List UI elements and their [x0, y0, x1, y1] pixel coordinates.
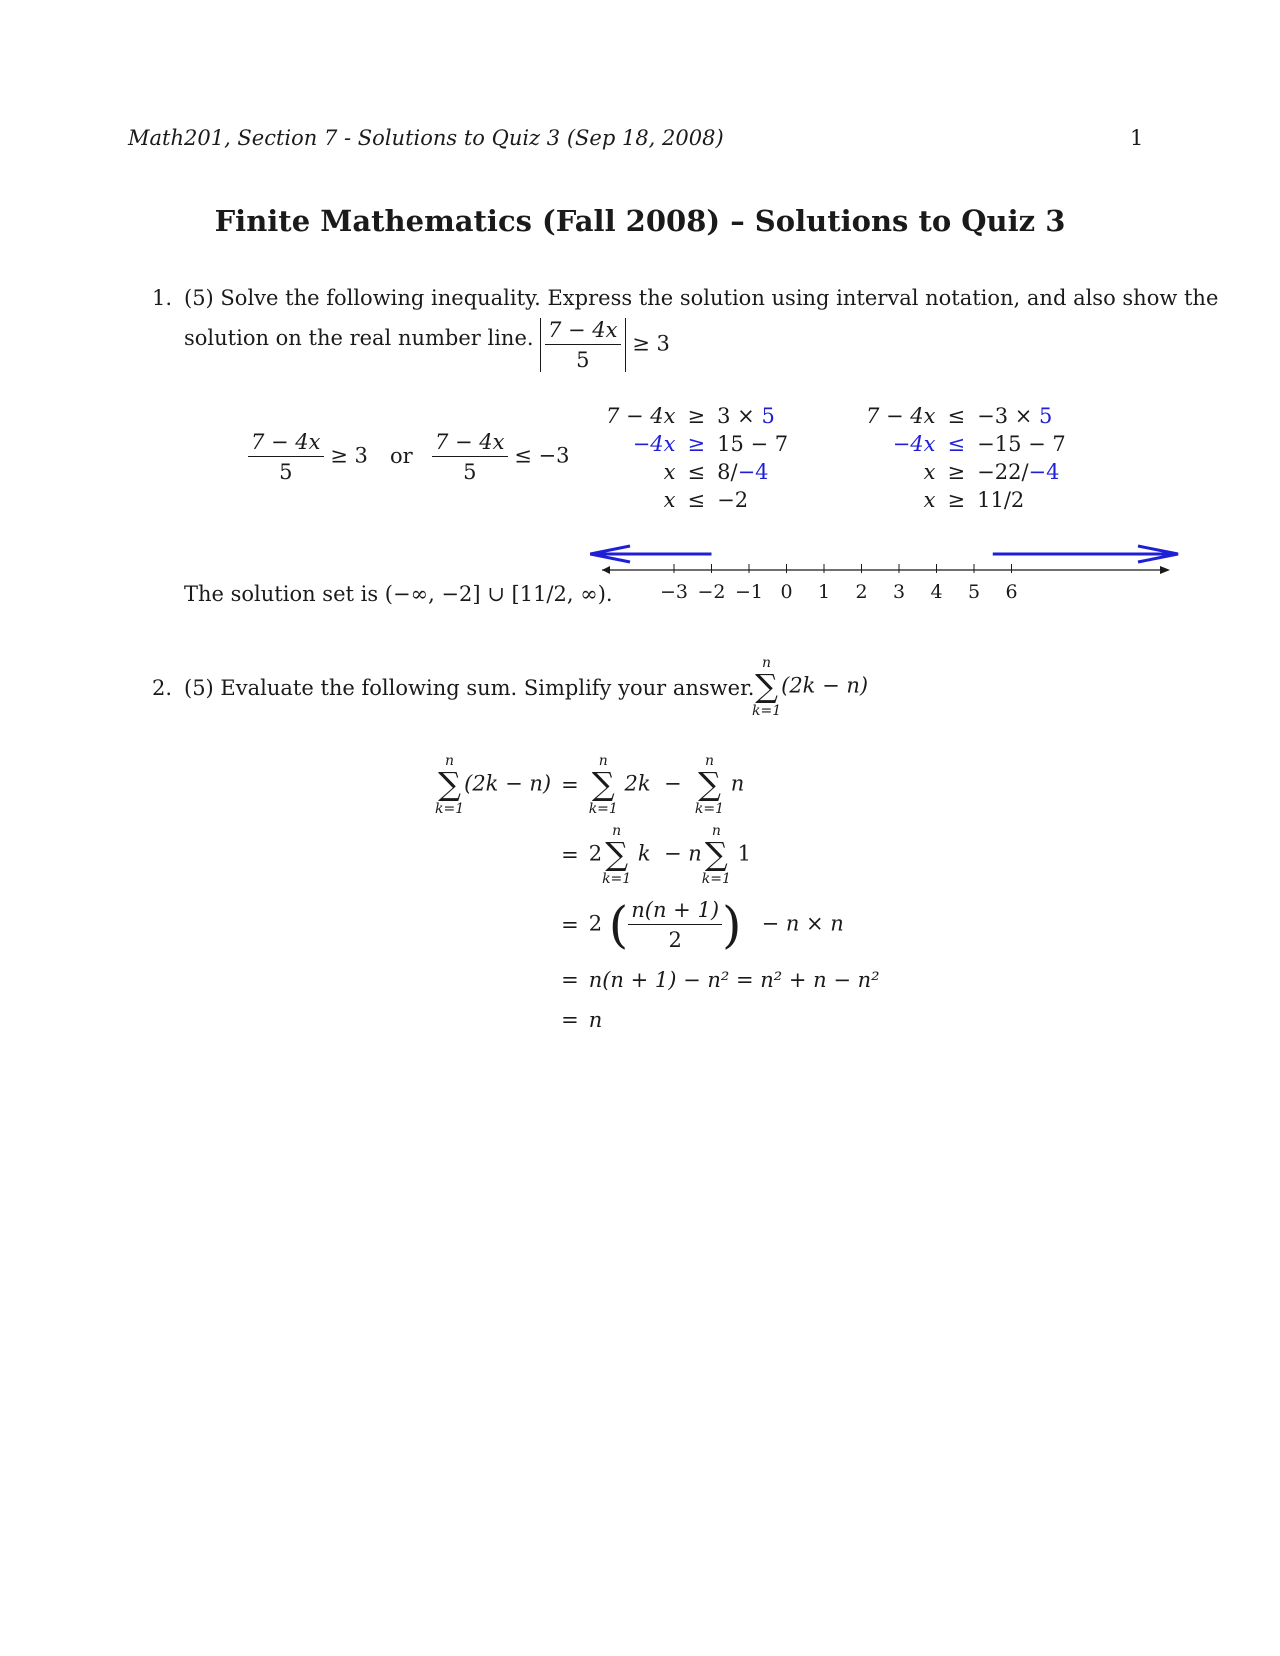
number-line-tick-label: 5: [967, 581, 981, 603]
abs-rhs: ≥ 3: [632, 331, 670, 356]
abs-denominator: 5: [576, 348, 590, 372]
solution-rays: [590, 546, 1178, 562]
case1-numerator: 7 − 4x: [248, 430, 324, 457]
or-word: or: [390, 444, 413, 468]
sum-body: (2k − n): [781, 673, 869, 698]
number-line-tick-label: 6: [1005, 581, 1018, 603]
q2-sum-expression: [752, 656, 868, 718]
number-line-tick-label: 1: [817, 581, 831, 603]
case2-denominator: 5: [463, 460, 477, 484]
deriv-row: = n: [561, 1008, 603, 1032]
number-line-tick-label: −3: [659, 581, 689, 603]
running-head: Math201, Section 7 - Solutions to Quiz 3 (Sep 18, 2008): [128, 126, 724, 150]
steps-left-row: −4x ≥ 15 − 7: [632, 432, 789, 456]
steps-right-row: x ≥ 11/2: [923, 488, 1025, 512]
deriv-row: n ∑ k=1 (2k − n) = n ∑ k=1 2k − n ∑ k=1 n: [435, 753, 745, 817]
q1-inequality: [540, 318, 670, 372]
case2-numerator: 7 − 4x: [432, 430, 508, 457]
case1-denominator: 5: [279, 460, 293, 484]
q2-derivation: [430, 750, 885, 1040]
q1-number: 1.: [152, 286, 173, 310]
number-line-tick-label: 3: [892, 581, 906, 603]
number-line-tick-label: 2: [855, 581, 868, 603]
number-line-tick-label: 0: [780, 581, 793, 603]
page-title: Finite Mathematics (Fall 2008) – Solutions to Quiz 3: [214, 204, 1066, 238]
case1-rhs: ≥ 3: [330, 443, 368, 468]
absolute-value-bars: [540, 318, 626, 372]
deriv-row: = n(n + 1) − n² = n² + n − n²: [561, 968, 880, 992]
steps-right-row: 7 − 4x ≤ −3 × 5: [866, 404, 1053, 428]
steps-right: [860, 402, 1072, 514]
steps-right-row: −4x ≤ −15 − 7: [892, 432, 1066, 456]
number-line-left-tip: [602, 566, 610, 574]
q1-prompt-line2: solution on the real number line.: [184, 326, 534, 350]
q2-number: 2.: [152, 676, 173, 700]
steps-right-row: x ≥ −22/−4: [923, 460, 1060, 484]
number-line-tick-label: −1: [734, 581, 764, 603]
q2-prompt: (5) Evaluate the following sum. Simplify your answer.: [184, 676, 755, 700]
case1: [248, 430, 368, 484]
steps-left-row: x ≤ −2: [663, 488, 749, 512]
q1-prompt-line1: (5) Solve the following inequality. Express the solution using interval notation, and also show the: [184, 286, 1219, 310]
deriv-row: = 2 n ∑ k=1 k − n n ∑ k=1 1: [561, 823, 751, 887]
solution-text: The solution set is (−∞, −2] ∪ [11/2, ∞).: [184, 582, 613, 606]
case2: [432, 430, 569, 484]
number-line-tick-label: −2: [697, 581, 726, 603]
sigma-symbol: n ∑ k=1: [752, 655, 782, 719]
number-line: [590, 530, 1180, 610]
steps-left: [600, 402, 794, 514]
steps-left-row: 7 − 4x ≥ 3 × 5: [606, 404, 775, 428]
number-line-tick-label: 4: [930, 581, 943, 603]
abs-numerator: 7 − 4x: [545, 318, 621, 345]
case2-rhs: ≤ −3: [514, 443, 570, 468]
steps-left-row: x ≤ 8/−4: [663, 460, 769, 484]
page-number: 1: [1130, 126, 1144, 150]
deriv-row: = 2 ( $\frac{n(n + 1)}{2}$ ) − n × n: [561, 896, 844, 954]
